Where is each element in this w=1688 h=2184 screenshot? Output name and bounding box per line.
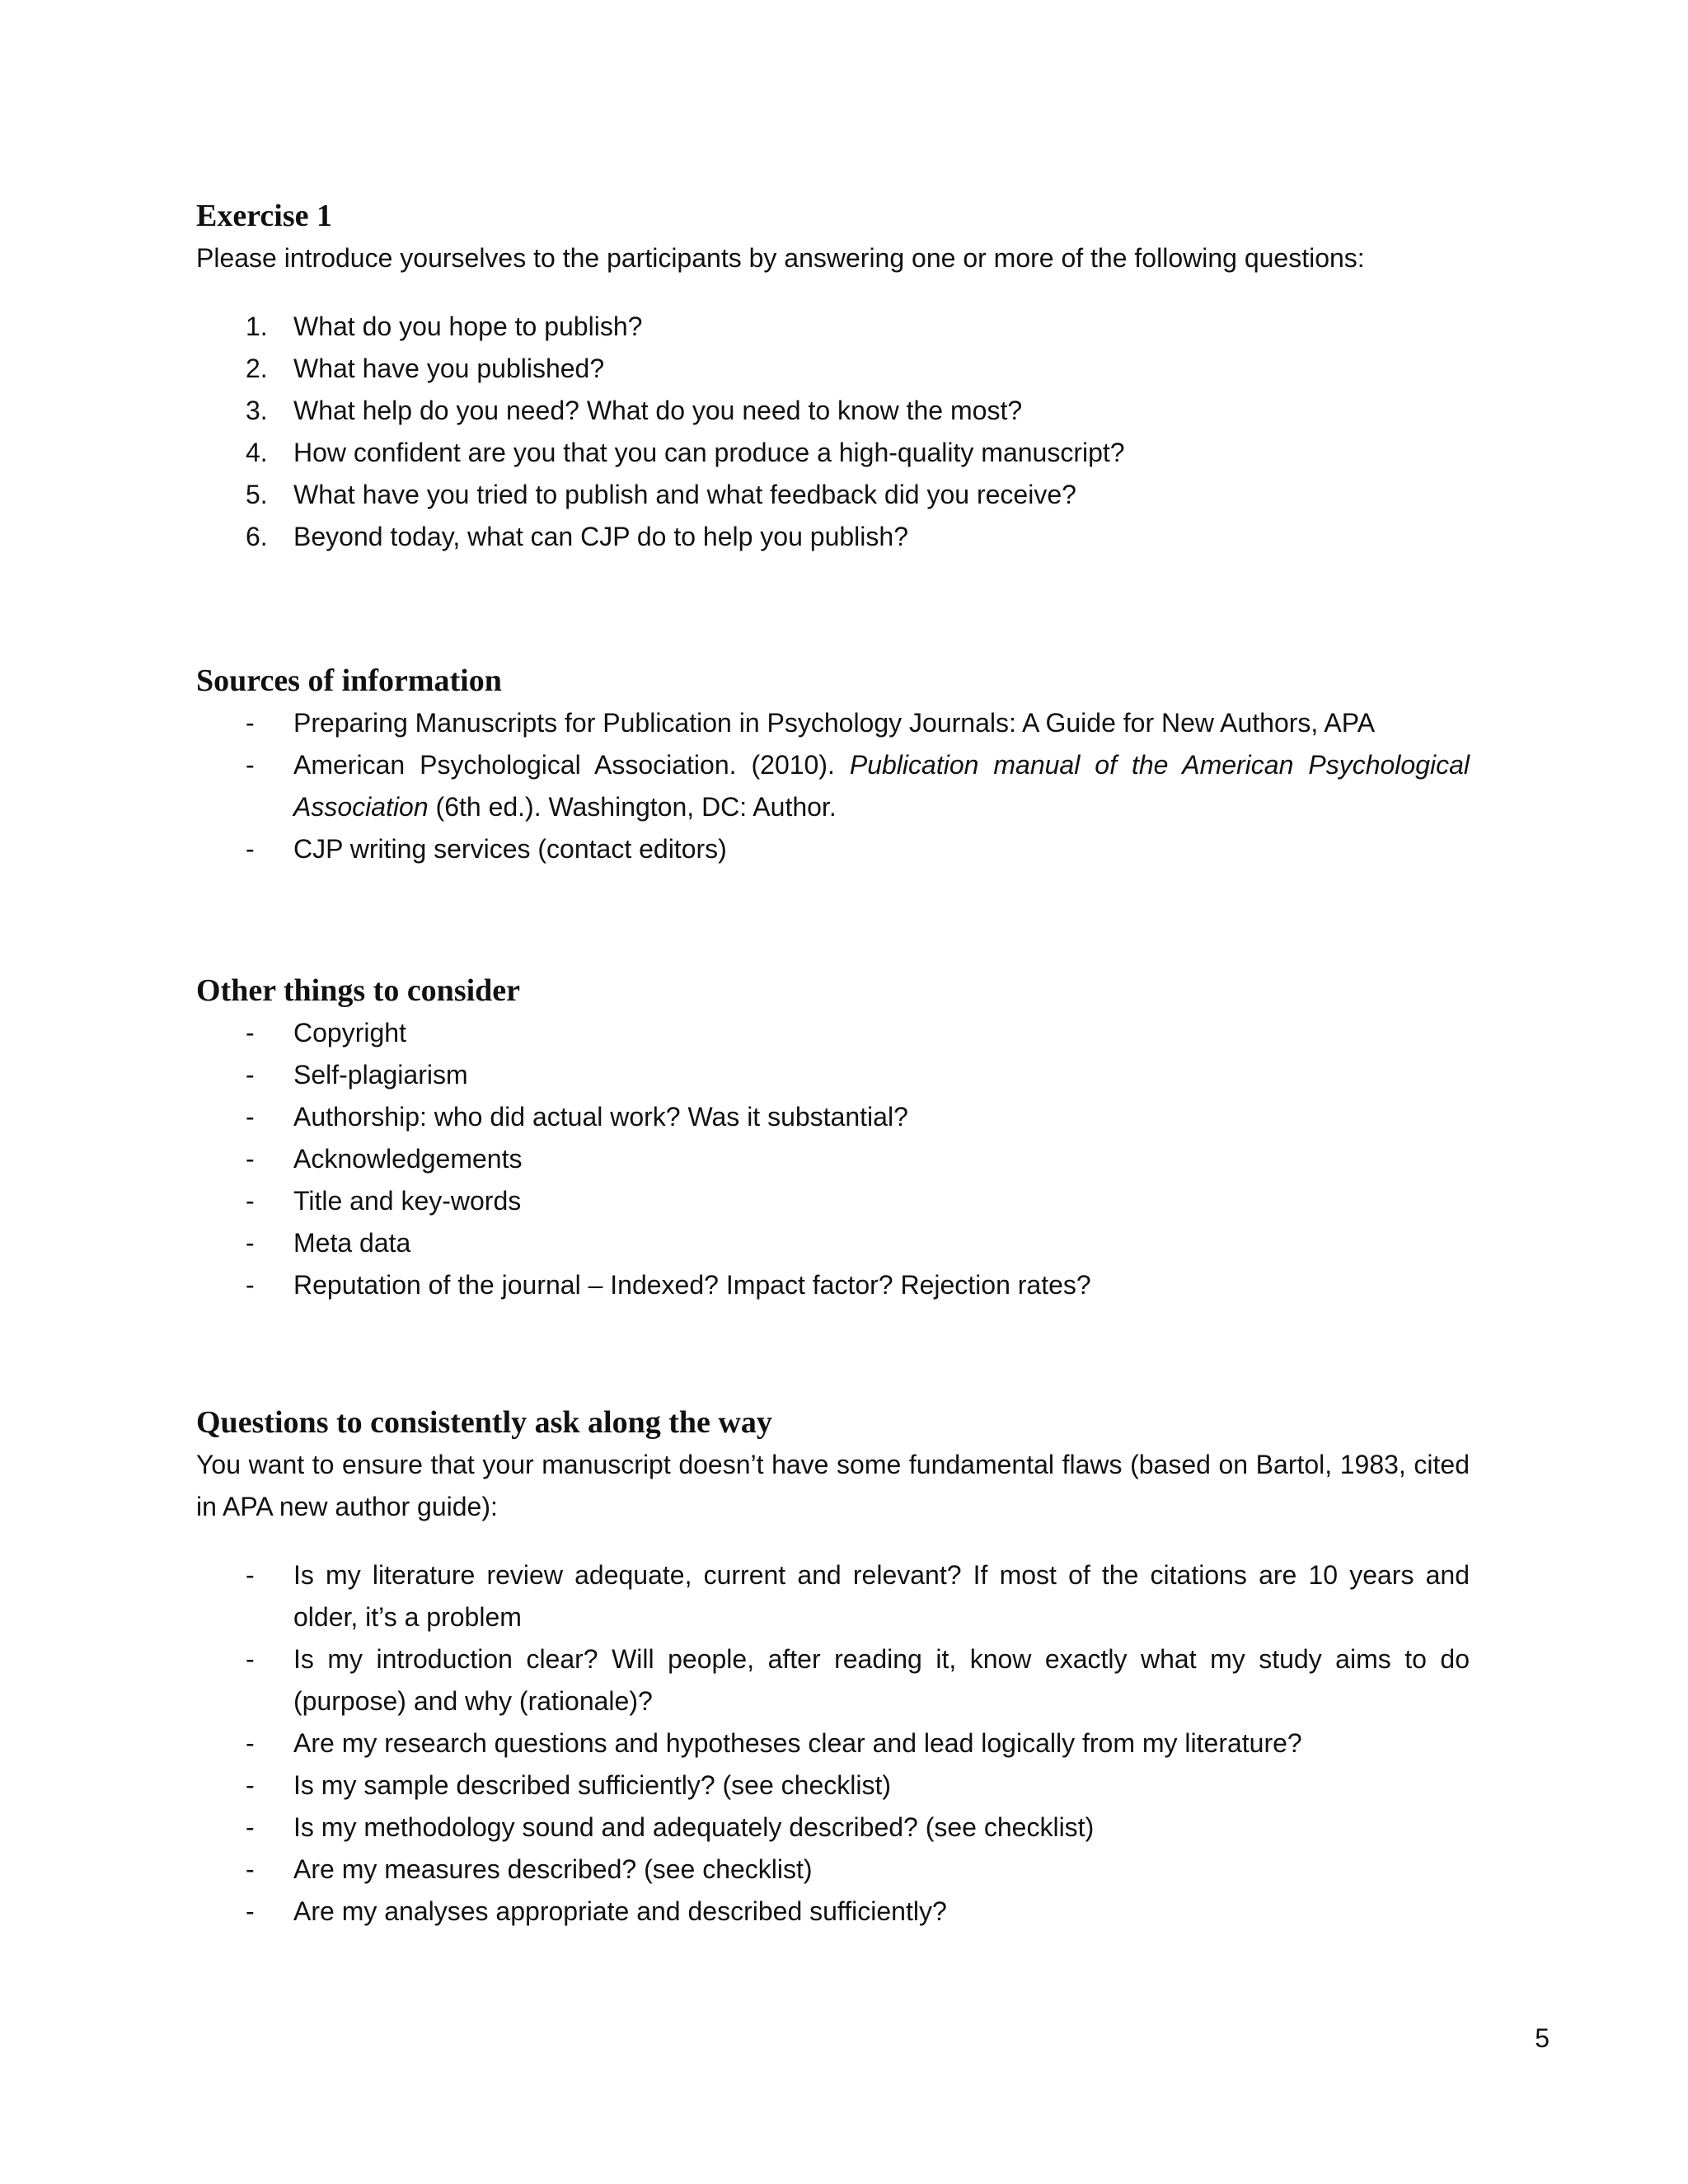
bullet-dash: - xyxy=(246,1854,255,1884)
list-item xyxy=(196,1138,1470,1180)
list-item xyxy=(196,1264,1470,1306)
list-item-text: Is my introduction clear? Will people, after reading it, know exactly what my study aims to do (purpose) and why (rationale)? xyxy=(293,1644,1470,1716)
sources-list xyxy=(196,702,1470,870)
bullet-dash: - xyxy=(246,1186,255,1216)
list-item xyxy=(196,1222,1470,1264)
list-item-text: What help do you need? What do you need to know the most? xyxy=(293,396,1023,425)
list-item xyxy=(196,1096,1470,1138)
list-item-text: What do you hope to publish? xyxy=(293,312,643,341)
list-number: 2. xyxy=(246,354,268,383)
bullet-dash: - xyxy=(246,1728,255,1758)
sources-section xyxy=(196,659,1470,870)
list-item-text: How confident are you that you can produce a high-quality manuscript? xyxy=(293,438,1125,467)
list-item-text: What have you tried to publish and what feedback did you receive? xyxy=(293,480,1076,509)
list-item xyxy=(196,1054,1470,1096)
bullet-dash: - xyxy=(246,1270,255,1300)
list-item-text: What have you published? xyxy=(293,354,605,383)
other-list xyxy=(196,1012,1470,1306)
questions-section xyxy=(196,1401,1470,1933)
bullet-dash: - xyxy=(246,834,255,864)
bullet-dash: - xyxy=(246,1018,255,1047)
citation-details: (6th ed.). Washington, DC: Author. xyxy=(428,792,837,822)
exercise-intro: Please introduce yourselves to the participants by answering one or more of the following questions: xyxy=(196,243,1365,273)
list-item xyxy=(196,702,1470,744)
list-item xyxy=(196,306,1470,348)
citation-title: Publication manual of the American Psychological Association xyxy=(293,750,1470,822)
sources-heading: Sources of information xyxy=(196,663,502,698)
list-item-text: Meta data xyxy=(293,1228,411,1258)
bullet-dash: - xyxy=(246,1060,255,1090)
other-heading: Other things to consider xyxy=(196,973,521,1008)
list-item-text: Are my analyses appropriate and described sufficiently? xyxy=(293,1896,947,1926)
bullet-dash: - xyxy=(246,1228,255,1258)
bullet-dash: - xyxy=(246,708,255,738)
bullet-dash: - xyxy=(246,1812,255,1842)
questions-heading: Questions to consistently ask along the way xyxy=(196,1405,772,1440)
list-number: 1. xyxy=(246,312,268,341)
list-item xyxy=(196,828,1470,870)
list-item-text: Is my literature review adequate, current and relevant? If most of the citations are 10 years and older, it’s a problem xyxy=(293,1560,1470,1632)
list-item-text: Is my sample described sufficiently? (see checklist) xyxy=(293,1770,892,1800)
bullet-dash: - xyxy=(246,1770,255,1800)
list-item xyxy=(196,1012,1470,1054)
list-number: 6. xyxy=(246,522,268,551)
list-item-text: Are my research questions and hypotheses clear and lead logically from my literature? xyxy=(293,1728,1302,1758)
list-item xyxy=(196,516,1470,558)
bullet-dash: - xyxy=(246,1644,255,1674)
list-item xyxy=(196,1638,1470,1722)
list-item-text: Acknowledgements xyxy=(293,1144,523,1174)
bullet-dash: - xyxy=(246,750,255,780)
list-item xyxy=(196,1180,1470,1222)
list-item xyxy=(196,1722,1470,1765)
list-item xyxy=(196,390,1470,432)
bullet-dash: - xyxy=(246,1102,255,1132)
list-number: 3. xyxy=(246,396,268,425)
list-item xyxy=(196,1765,1470,1807)
citation-author: American Psychological Association. (2010). xyxy=(293,750,850,780)
list-item-text: Reputation of the journal – Indexed? Impact factor? Rejection rates? xyxy=(293,1270,1091,1300)
bullet-dash: - xyxy=(246,1560,255,1590)
list-item-text: Preparing Manuscripts for Publication in Psychology Journals: A Guide for New Authors, APA xyxy=(293,708,1376,738)
list-item-text: Title and key-words xyxy=(293,1186,522,1216)
page-number: 5 xyxy=(1535,2023,1550,2053)
list-number: 4. xyxy=(246,438,268,467)
other-section xyxy=(196,969,1470,1306)
questions-list xyxy=(196,1554,1470,1933)
exercise-question-list xyxy=(196,306,1470,558)
list-item xyxy=(196,1849,1470,1891)
list-item-text: CJP writing services (contact editors) xyxy=(293,834,727,864)
list-item xyxy=(196,1891,1470,1933)
questions-intro: You want to ensure that your manuscript doesn’t have some fundamental flaws (based on Bartol, 1983, cited in APA new author guide): xyxy=(196,1450,1470,1521)
list-item xyxy=(196,348,1470,390)
exercise-heading: Exercise 1 xyxy=(196,199,332,233)
list-item-text: Self-plagiarism xyxy=(293,1060,468,1090)
list-item xyxy=(196,1807,1470,1849)
list-item-text: Beyond today, what can CJP do to help you publish? xyxy=(293,522,908,551)
bullet-dash: - xyxy=(246,1896,255,1926)
list-item xyxy=(196,1554,1470,1638)
list-item-text: Are my measures described? (see checklist) xyxy=(293,1854,813,1884)
list-item xyxy=(196,432,1470,474)
list-item-text: Copyright xyxy=(293,1018,406,1047)
list-item xyxy=(196,474,1470,516)
exercise-section xyxy=(196,194,1470,558)
list-number: 5. xyxy=(246,480,268,509)
list-item-text: Is my methodology sound and adequately described? (see checklist) xyxy=(293,1812,1095,1842)
list-item xyxy=(196,744,1470,828)
list-item-text: Authorship: who did actual work? Was it substantial? xyxy=(293,1102,908,1132)
bullet-dash: - xyxy=(246,1144,255,1174)
